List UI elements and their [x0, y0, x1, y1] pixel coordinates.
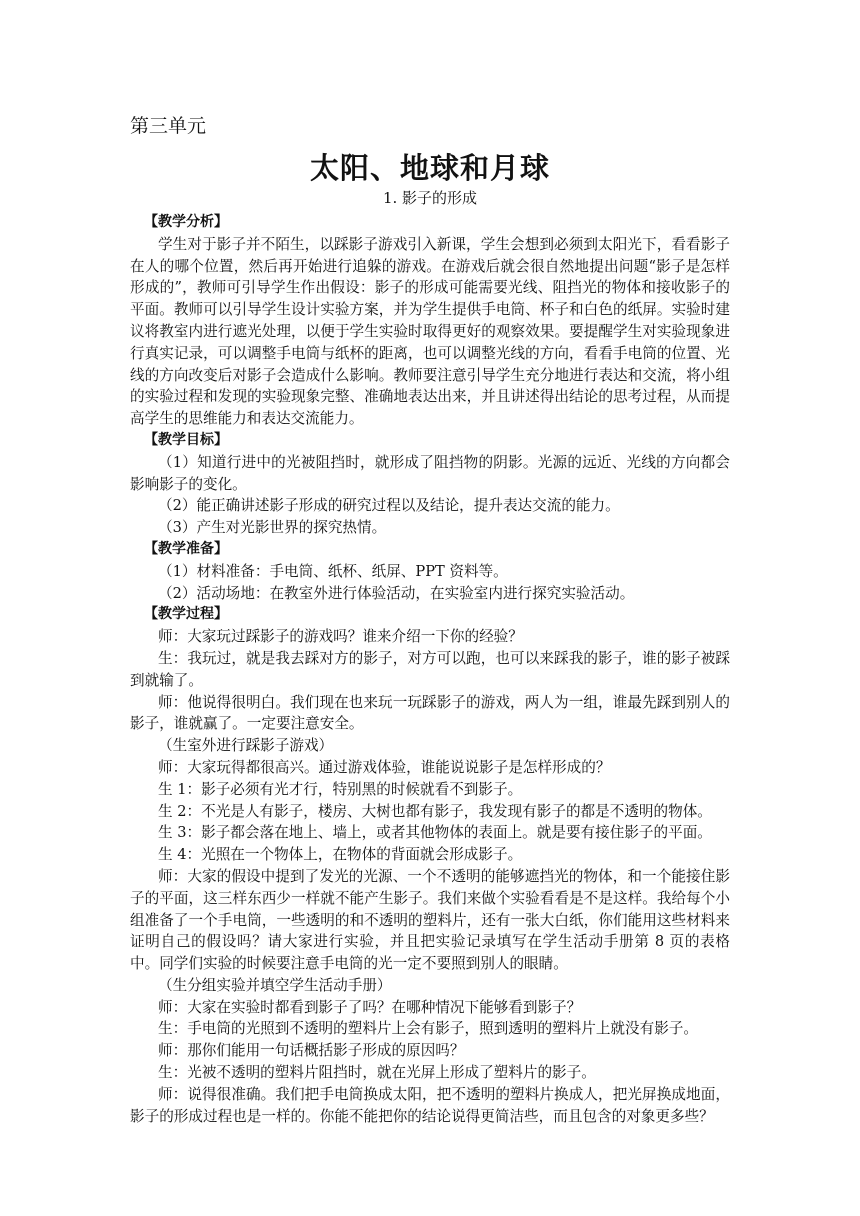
analysis-paragraph: 学生对于影子并不陌生，以踩影子游戏引入新课，学生会想到必须到太阳光下，看看影子在人的哪个位置，然后再开始进行追躲的游戏。在游戏后就会很自然地提出问题“影子是怎样形成的”，教师可引导学生作出假设：影子的形成可能需要光线、阻挡光的物体和接收影子的平面。教师可以引导学生设计实验方案，并为学生提供手电筒、杯子和白色的纸屏。实验时建议将教室内进行遮光处理，以便于学生实验时取得更好的观察效果。要提醒学生对实验现象进行真实记录，可以调整手电筒与纸杯的距离，也可以调整光线的方向，看看手电筒的位置、光线的方向改变后对影子会造成什么影响。教师要注意引导学生充分地进行表达和交流，将小组的实验过程和发现的实验现象完整、准确地表达出来，并且讲述得出结论的思考过程，从而提高学生的思维能力和表达交流能力。 — [130, 235, 730, 428]
process-paragraph: 师：那你们能用一句话概括影子形成的原因吗？ — [158, 1042, 465, 1060]
page-title: 太阳、地球和月球 — [309, 151, 550, 185]
section-heading-process: 【教学过程】 — [144, 606, 228, 623]
process-paragraph: 师：大家的假设中提到了发光的光源、一个不透明的能够遮挡光的物体，和一个能接住影子的平面，这三样东西少一样就不能产生影子。我们来做个实验看看是不是这样。我给每个小组准备了一个手电筒，一些透明的和不透明的塑料片，还有一张大白纸，你们能用这些材料来证明自己的假设吗？请大家进行实验，并且把实验记录填写在学生活动手册第 8 页的表格中。同学们实验的时候要注意手电筒的光一定不要照到别人的眼睛。 — [130, 867, 730, 973]
process-paragraph: 生：手电筒的光照到不透明的塑料片上会有影子，照到透明的塑料片上就没有影子。 — [158, 1020, 698, 1038]
process-paragraph: 生：光被不透明的塑料片阻挡时，就在光屏上形成了塑料片的影子。 — [158, 1064, 596, 1082]
process-paragraph: 师：他说得很明白。我们现在也来玩一玩踩影子的游戏，两人为一组，谁最先踩到别人的影子，谁就赢了。一定要注意安全。 — [130, 693, 730, 733]
process-paragraph: 生：我玩过，就是我去踩对方的影子，对方可以跑，也可以来踩我的影子，谁的影子被踩到就输了。 — [130, 649, 730, 689]
process-paragraph: （生分组实验并填空学生活动手册） — [158, 976, 392, 994]
process-paragraph: 生 1：影子必须有光才行，特别黑的时候就看不到影子。 — [158, 780, 523, 798]
prep-item: （1）材料准备：手电筒、纸杯、纸屏、PPT 资料等。 — [158, 562, 508, 580]
prep-item: （2）活动场地：在教室外进行体验活动，在实验室内进行探究实验活动。 — [158, 584, 635, 602]
process-paragraph: 生 4：光照在一个物体上，在物体的背面就会形成影子。 — [158, 846, 523, 864]
goal-item: （1）知道行进中的光被阻挡时，就形成了阻挡物的阴影。光源的远近、光线的方向都会影响影子的变化。 — [130, 453, 730, 493]
process-paragraph: 师：大家玩过踩影子的游戏吗？谁来介绍一下你的经验？ — [158, 628, 523, 646]
section-heading-analysis: 【教学分析】 — [144, 214, 228, 230]
goal-item: （2）能正确讲述影子形成的研究过程以及结论，提升表达交流的能力。 — [158, 497, 620, 515]
section-heading-prep: 【教学准备】 — [144, 540, 228, 557]
process-paragraph: 师：大家在实验时都看到影子了吗？在哪种情况下能够看到影子？ — [158, 998, 582, 1016]
section-heading-goals: 【教学目标】 — [144, 431, 228, 448]
process-paragraph: 师：大家玩得都很高兴。通过游戏体验，谁能说说影子是怎样形成的？ — [158, 758, 611, 776]
process-paragraph: （生室外进行踩影子游戏） — [158, 737, 334, 755]
lesson-title: 1. 影子的形成 — [382, 189, 478, 207]
process-paragraph: 师：说得很准确。我们把手电筒换成太阳，把不透明的塑料片换成人，把光屏换成地面，影子的形成过程也是一样的。你能不能把你的结论说得更简洁些，而且包含的对象更多些？ — [130, 1085, 730, 1125]
process-paragraph: 生 3：影子都会落在地上、墙上，或者其他物体的表面上。就是要有接住影子的平面。 — [158, 824, 712, 842]
unit-label: 第三单元 — [130, 115, 207, 137]
document-page — [130, 112, 730, 1127]
goal-item: （3）产生对光影世界的探究热情。 — [158, 519, 387, 537]
process-paragraph: 生 2：不光是人有影子，楼房、大树也都有影子，我发现有影子的都是不透明的物体。 — [158, 802, 712, 820]
